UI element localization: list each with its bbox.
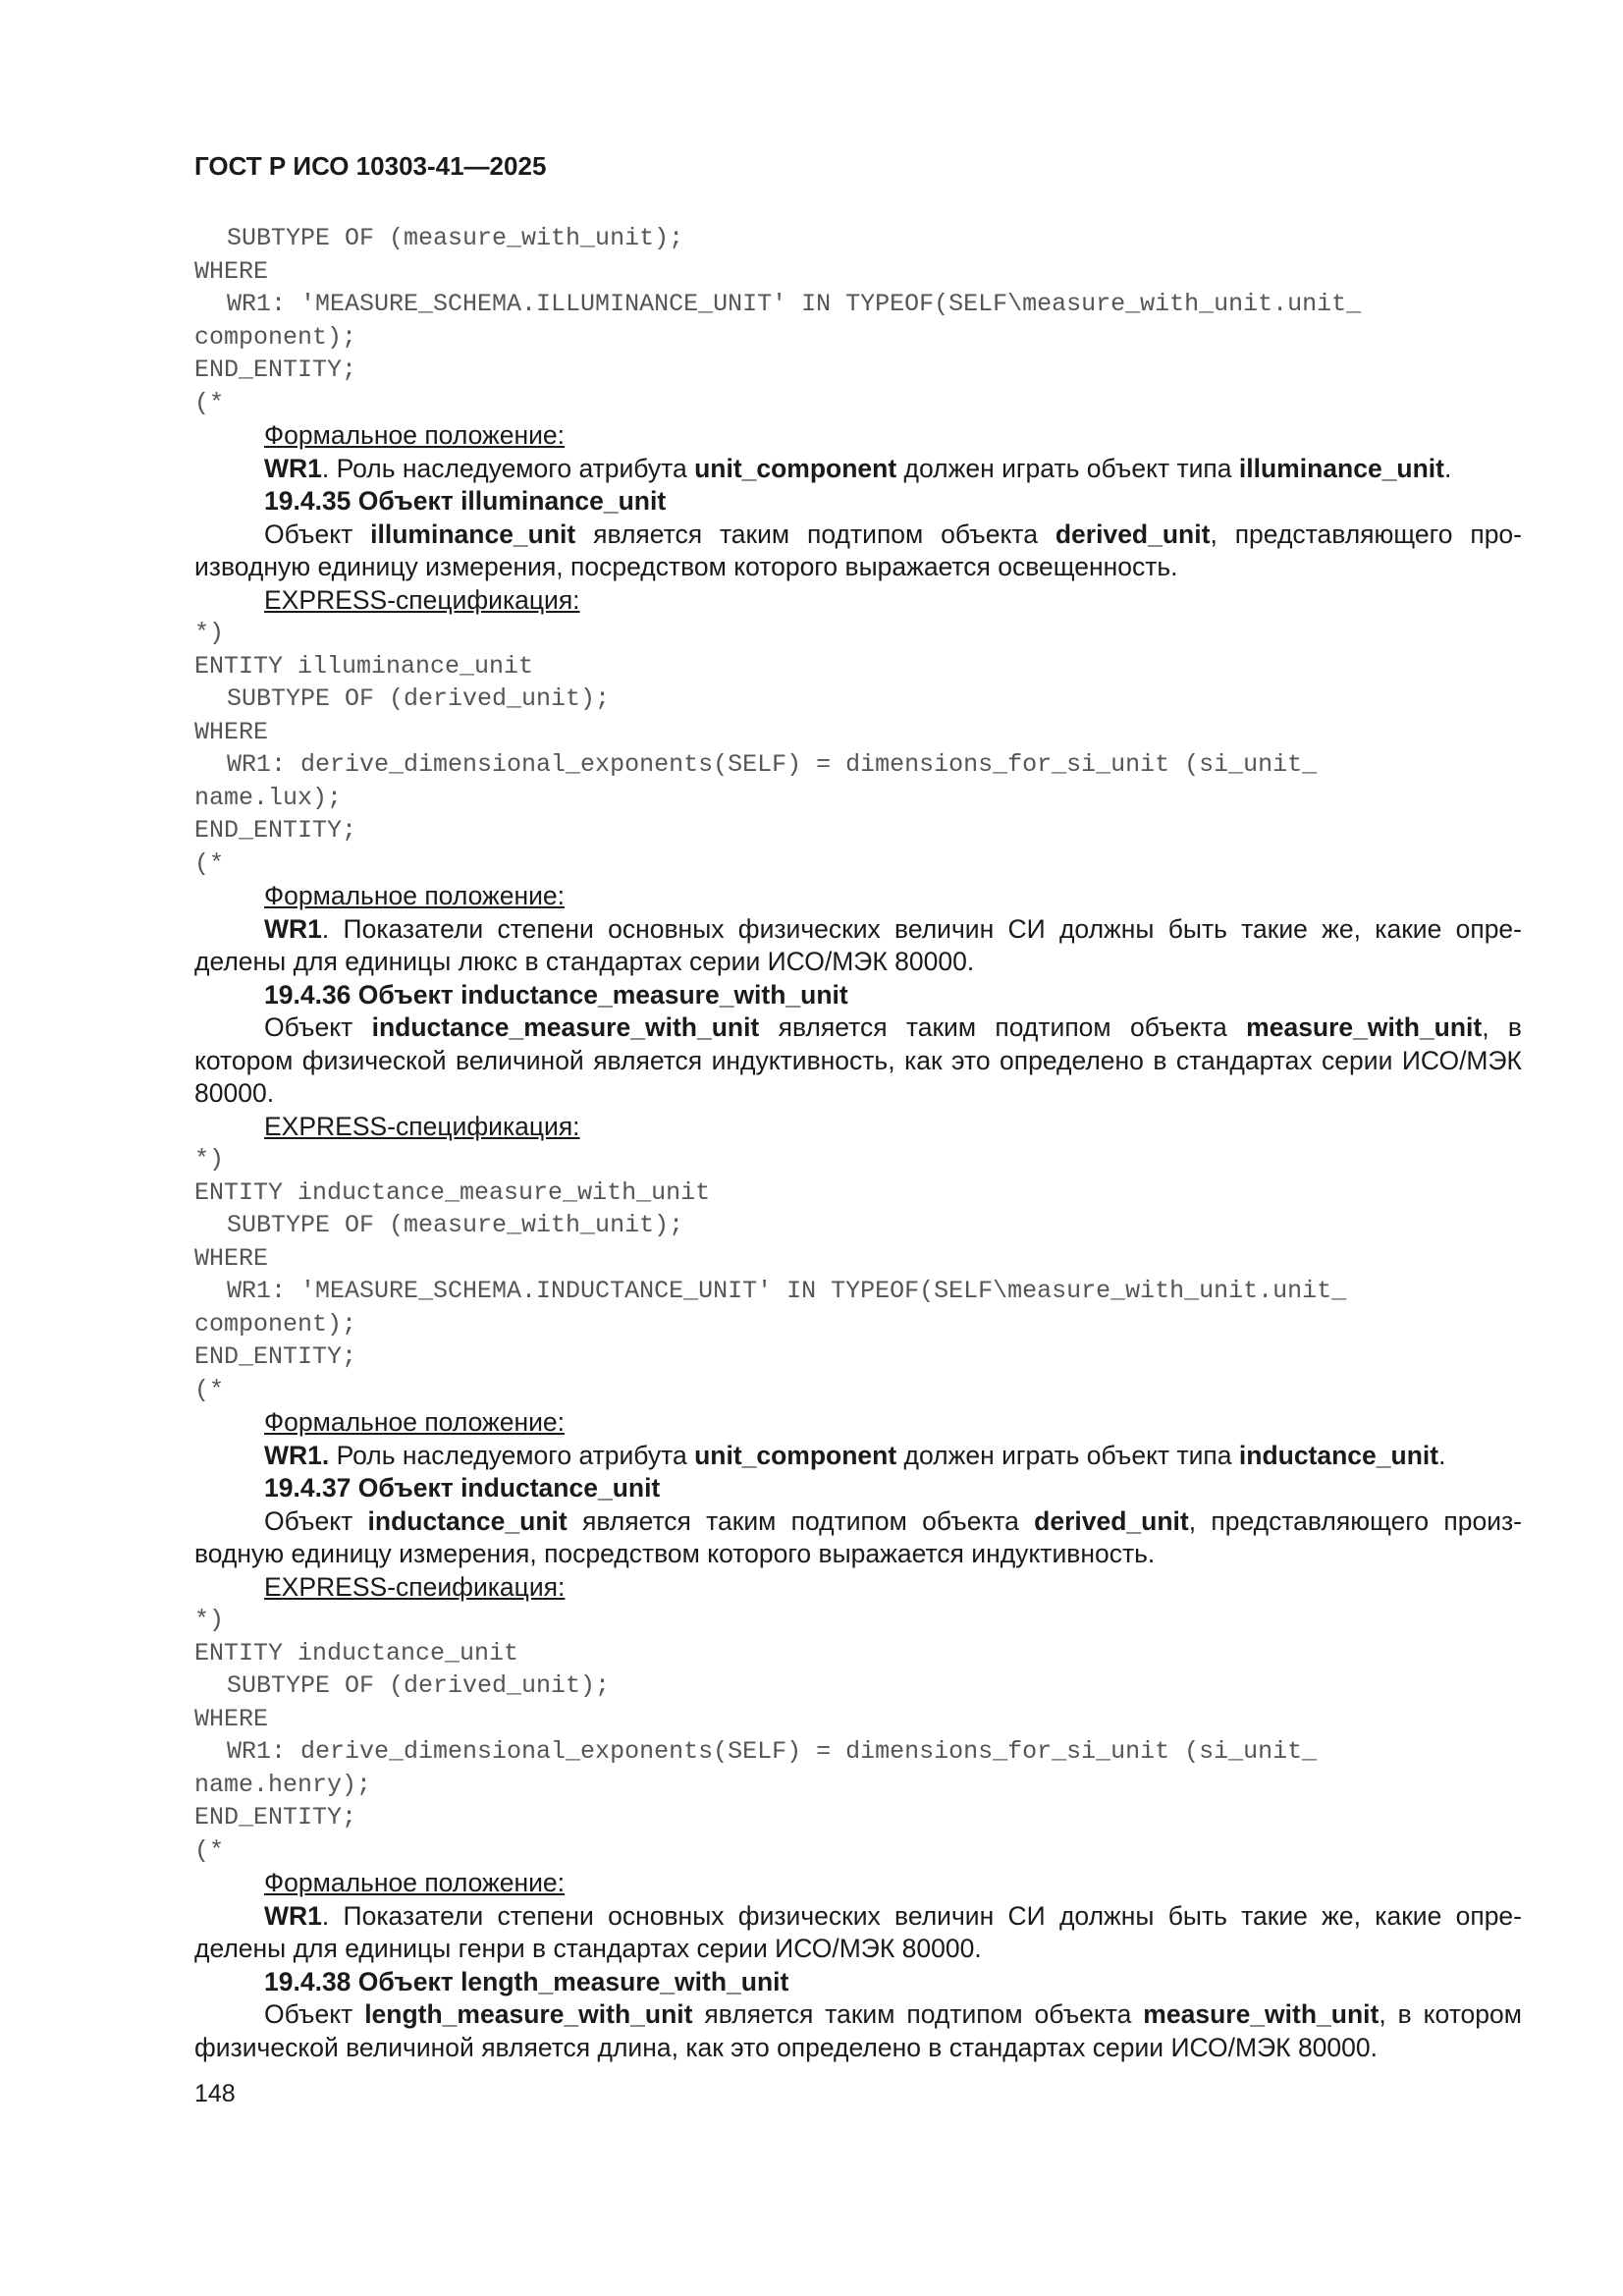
code-line: END_ENTITY; xyxy=(194,816,357,845)
subsection-label: EXPRESS-спецификация: xyxy=(264,584,580,615)
paragraph xyxy=(194,1505,1522,1571)
bold-term: measure_with_unit xyxy=(1143,1999,1380,2029)
code-line: ENTITY inductance_unit xyxy=(194,1638,519,1667)
bold-term: illuminance_unit xyxy=(370,519,576,549)
bold-term: illuminance_unit xyxy=(1238,453,1444,483)
section-heading: 19.4.37 Объект inductance_unit xyxy=(264,1473,661,1503)
paragraph xyxy=(194,913,1522,979)
bold-term: unit_component xyxy=(694,453,897,483)
text-run: . Показатели степени основных физических величин СИ должны быть такие же, какие определены для единицы люкс в стандартах серии ИСО/МЭК 80000. xyxy=(194,913,1522,976)
bold-term: inductance_unit xyxy=(367,1505,568,1536)
document-body xyxy=(194,222,1522,2064)
code-line: WR1: derive_dimensional_exponents(SELF) = dimensions_for_si_unit (si_unit_ xyxy=(227,1737,1318,1766)
code-line: SUBTYPE OF (measure_with_unit); xyxy=(227,1211,684,1239)
text-run: Роль наследуемого атрибута xyxy=(329,1440,695,1470)
page-header: ГОСТ Р ИСО 10303-41—2025 xyxy=(194,151,547,181)
bold-term: derived_unit xyxy=(1034,1505,1189,1536)
bold-term: unit_component xyxy=(694,1440,897,1470)
code-line: *) xyxy=(194,1606,225,1634)
code-line: ENTITY illuminance_unit xyxy=(194,651,534,681)
text-run: Объект xyxy=(264,519,371,549)
text-run: является таким подтипом объекта xyxy=(567,1505,1035,1536)
section-heading: 19.4.38 Объект length_measure_with_unit xyxy=(264,1966,789,1996)
subsection-label: Формальное положение: xyxy=(264,1407,566,1437)
bold-term: WR1 xyxy=(264,453,322,483)
text-run: . xyxy=(1443,453,1452,483)
code-line: WR1: derive_dimensional_exponents(SELF) = dimensions_for_si_unit (si_unit_ xyxy=(227,750,1318,779)
code-line: component); xyxy=(194,322,357,352)
page-number: 148 xyxy=(194,2080,236,2107)
text-run: , в котором физической величиной является длина, как это определено в стандартах серии ИСО/МЭК 80000. xyxy=(194,1999,1522,2062)
bold-term: WR1. xyxy=(264,1440,330,1470)
subsection-label: Формальное положение: xyxy=(264,881,566,910)
paragraph xyxy=(194,1998,1522,2064)
code-line: WHERE xyxy=(194,717,269,746)
bold-term: WR1 xyxy=(264,913,322,944)
text-run: . xyxy=(1438,1440,1446,1470)
text-run: , в котором физической величиной является индуктивность, как это определено в стандартах серии ИСО/МЭК 80000. xyxy=(194,1012,1522,1108)
code-line: END_ENTITY; xyxy=(194,1342,357,1371)
section-heading: 19.4.35 Объект illuminance_unit xyxy=(264,486,667,516)
section-heading: 19.4.36 Объект inductance_measure_with_unit xyxy=(264,979,848,1010)
code-line: (* xyxy=(194,1375,225,1404)
code-line: SUBTYPE OF (measure_with_unit); xyxy=(227,224,684,252)
code-line: name.lux); xyxy=(194,783,343,812)
code-line: (* xyxy=(194,848,225,878)
code-line: WR1: 'MEASURE_SCHEMA.INDUCTANCE_UNIT' IN TYPEOF(SELF\measure_with_unit.unit_ xyxy=(227,1277,1347,1305)
text-run: . Показатели степени основных физических величин СИ должны быть такие же, какие определены для единицы генри в стандартах серии ИСО/МЭК 80000. xyxy=(194,1900,1522,1963)
text-run: должен играть объект типа xyxy=(896,453,1239,483)
code-line: END_ENTITY; xyxy=(194,355,357,384)
code-line: component); xyxy=(194,1309,357,1339)
paragraph xyxy=(194,1011,1522,1111)
paragraph xyxy=(194,1440,1522,1473)
bold-term: inductance_measure_with_unit xyxy=(371,1012,760,1042)
bold-term: measure_with_unit xyxy=(1246,1012,1483,1042)
paragraph xyxy=(194,1900,1522,1966)
subsection-label: EXPRESS-спецификация: xyxy=(264,1111,580,1141)
subsection-label: Формальное положение: xyxy=(264,1868,566,1897)
code-line: (* xyxy=(194,1835,225,1865)
text-run: является таким подтипом объекта xyxy=(759,1012,1247,1042)
code-line: WHERE xyxy=(194,1243,269,1273)
subsection-label: EXPRESS-спеификация: xyxy=(264,1571,566,1602)
text-run: . Роль наследуемого атрибута xyxy=(321,453,695,483)
text-run: является таким подтипом объекта xyxy=(692,1999,1144,2029)
text-run: должен играть объект типа xyxy=(896,1440,1239,1470)
code-line: WR1: 'MEASURE_SCHEMA.ILLUMINANCE_UNIT' IN TYPEOF(SELF\measure_with_unit.unit_ xyxy=(227,290,1362,318)
code-line: SUBTYPE OF (derived_unit); xyxy=(227,1671,611,1700)
code-line: WHERE xyxy=(194,256,269,286)
code-line: *) xyxy=(194,1145,225,1174)
text-run: , представляющего производную единицу измерения, посредством которого выражается индуктивность. xyxy=(194,1505,1522,1568)
text-run: является таким подтипом объекта xyxy=(575,519,1055,549)
code-line: (* xyxy=(194,388,225,417)
text-run: Объект xyxy=(264,1505,368,1536)
bold-term: length_measure_with_unit xyxy=(364,1999,693,2029)
bold-term: inductance_unit xyxy=(1238,1440,1439,1470)
bold-term: derived_unit xyxy=(1055,519,1211,549)
code-line: name.henry); xyxy=(194,1770,372,1799)
text-run: Объект xyxy=(264,1012,372,1042)
bold-term: WR1 xyxy=(264,1900,322,1931)
code-line: ENTITY inductance_measure_with_unit xyxy=(194,1177,711,1207)
text-run: , представляющего производную единицу измерения, посредством которого выражается освещенность. xyxy=(194,519,1522,581)
paragraph xyxy=(194,519,1522,584)
code-line: END_ENTITY; xyxy=(194,1803,357,1831)
text-run: Объект xyxy=(264,1999,365,2029)
code-line: WHERE xyxy=(194,1704,269,1733)
subsection-label: Формальное положение: xyxy=(264,420,566,450)
code-line: *) xyxy=(194,619,225,647)
code-line: SUBTYPE OF (derived_unit); xyxy=(227,684,611,713)
paragraph xyxy=(194,453,1522,486)
